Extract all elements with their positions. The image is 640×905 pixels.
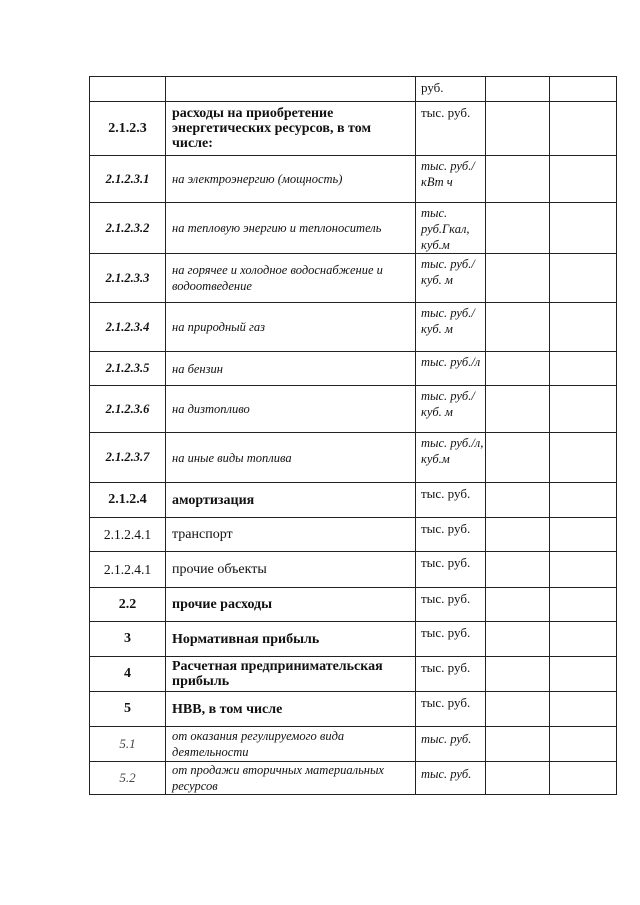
row-number: 2.1.2.3 (90, 102, 166, 156)
table-row (90, 552, 617, 588)
value-cell-1 (486, 386, 550, 433)
row-name: на иные виды топлива (166, 433, 416, 483)
value-cell-2 (550, 657, 617, 692)
value-cell-2 (550, 156, 617, 203)
table-row (90, 692, 617, 727)
table-row (90, 352, 617, 386)
row-number: 2.1.2.3.7 (90, 433, 166, 483)
row-unit: тыс. руб./куб. м (416, 386, 486, 433)
row-number: 5.2 (90, 762, 166, 795)
row-unit: тыс. руб. (416, 692, 486, 727)
row-unit: тыс. руб. (416, 102, 486, 156)
row-number: 2.1.2.4.1 (90, 552, 166, 588)
row-number: 3 (90, 622, 166, 657)
row-unit: тыс. руб. (416, 518, 486, 552)
row-unit: тыс. руб./л, куб.м (416, 433, 486, 483)
row-unit: тыс. руб./куб. м (416, 254, 486, 303)
row-name: на горячее и холодное водоснабжение и водоотведение (166, 254, 416, 303)
row-name: транспорт (166, 518, 416, 552)
row-name: на бензин (166, 352, 416, 386)
table-row (90, 622, 617, 657)
row-name: на природный газ (166, 303, 416, 352)
row-name: от продажи вторичных материальных ресурсов (166, 762, 416, 795)
row-name: от оказания регулируемого вида деятельности (166, 727, 416, 762)
row-name: на дизтопливо (166, 386, 416, 433)
value-cell-1 (486, 156, 550, 203)
value-cell-2 (550, 303, 617, 352)
row-unit: тыс. руб. (416, 727, 486, 762)
table-body (90, 77, 617, 795)
table-row (90, 102, 617, 156)
value-cell-1 (486, 727, 550, 762)
table-row (90, 518, 617, 552)
row-unit: тыс. руб./куб. м (416, 303, 486, 352)
table-row (90, 386, 617, 433)
table-row (90, 588, 617, 622)
value-cell-1 (486, 518, 550, 552)
row-name: Нормативная прибыль (166, 622, 416, 657)
row-name: Расчетная предпринимательская прибыль (166, 657, 416, 692)
value-cell-2 (550, 352, 617, 386)
row-number: 2.1.2.4 (90, 483, 166, 518)
value-cell-2 (550, 77, 617, 102)
value-cell-1 (486, 622, 550, 657)
row-unit: тыс. руб./кВт ч (416, 156, 486, 203)
value-cell-2 (550, 433, 617, 483)
row-unit: тыс. руб. (416, 483, 486, 518)
table-row (90, 77, 617, 102)
value-cell-2 (550, 552, 617, 588)
value-cell-1 (486, 588, 550, 622)
row-number: 2.1.2.3.5 (90, 352, 166, 386)
value-cell-2 (550, 727, 617, 762)
row-number: 4 (90, 657, 166, 692)
table-row (90, 203, 617, 254)
value-cell-1 (486, 303, 550, 352)
value-cell-1 (486, 657, 550, 692)
row-unit: тыс. руб. (416, 657, 486, 692)
row-name: расходы на приобретение энергетических ресурсов, в том числе: (166, 102, 416, 156)
row-number: 2.1.2.3.2 (90, 203, 166, 254)
row-number: 2.1.2.3.3 (90, 254, 166, 303)
row-name: НВВ, в том числе (166, 692, 416, 727)
value-cell-2 (550, 386, 617, 433)
row-unit: тыс. руб.Гкал, куб.м (416, 203, 486, 254)
value-cell-2 (550, 762, 617, 795)
row-unit: руб. (416, 77, 486, 102)
row-number: 5.1 (90, 727, 166, 762)
row-number: 2.1.2.3.1 (90, 156, 166, 203)
value-cell-2 (550, 588, 617, 622)
table-row (90, 433, 617, 483)
row-name: прочие расходы (166, 588, 416, 622)
value-cell-1 (486, 77, 550, 102)
value-cell-2 (550, 518, 617, 552)
value-cell-1 (486, 102, 550, 156)
value-cell-1 (486, 762, 550, 795)
row-number: 2.1.2.3.6 (90, 386, 166, 433)
row-unit: тыс. руб. (416, 552, 486, 588)
value-cell-1 (486, 352, 550, 386)
row-name: на электроэнергию (мощность) (166, 156, 416, 203)
row-unit: тыс. руб. (416, 588, 486, 622)
value-cell-1 (486, 483, 550, 518)
table-row (90, 657, 617, 692)
table-row (90, 483, 617, 518)
row-number (90, 77, 166, 102)
value-cell-2 (550, 622, 617, 657)
table-row (90, 727, 617, 762)
value-cell-1 (486, 203, 550, 254)
table-row (90, 254, 617, 303)
value-cell-1 (486, 254, 550, 303)
value-cell-1 (486, 552, 550, 588)
value-cell-2 (550, 483, 617, 518)
value-cell-1 (486, 692, 550, 727)
row-number: 5 (90, 692, 166, 727)
value-cell-2 (550, 102, 617, 156)
row-number: 2.2 (90, 588, 166, 622)
row-unit: тыс. руб./л (416, 352, 486, 386)
row-name: прочие объекты (166, 552, 416, 588)
table-row (90, 303, 617, 352)
row-number: 2.1.2.4.1 (90, 518, 166, 552)
value-cell-2 (550, 692, 617, 727)
value-cell-1 (486, 433, 550, 483)
row-unit: тыс. руб. (416, 622, 486, 657)
table-row (90, 762, 617, 795)
table-row (90, 156, 617, 203)
row-unit: тыс. руб. (416, 762, 486, 795)
data-table (89, 76, 617, 795)
value-cell-2 (550, 254, 617, 303)
row-name: амортизация (166, 483, 416, 518)
value-cell-2 (550, 203, 617, 254)
row-name: на тепловую энергию и теплоноситель (166, 203, 416, 254)
row-number: 2.1.2.3.4 (90, 303, 166, 352)
row-name (166, 77, 416, 102)
